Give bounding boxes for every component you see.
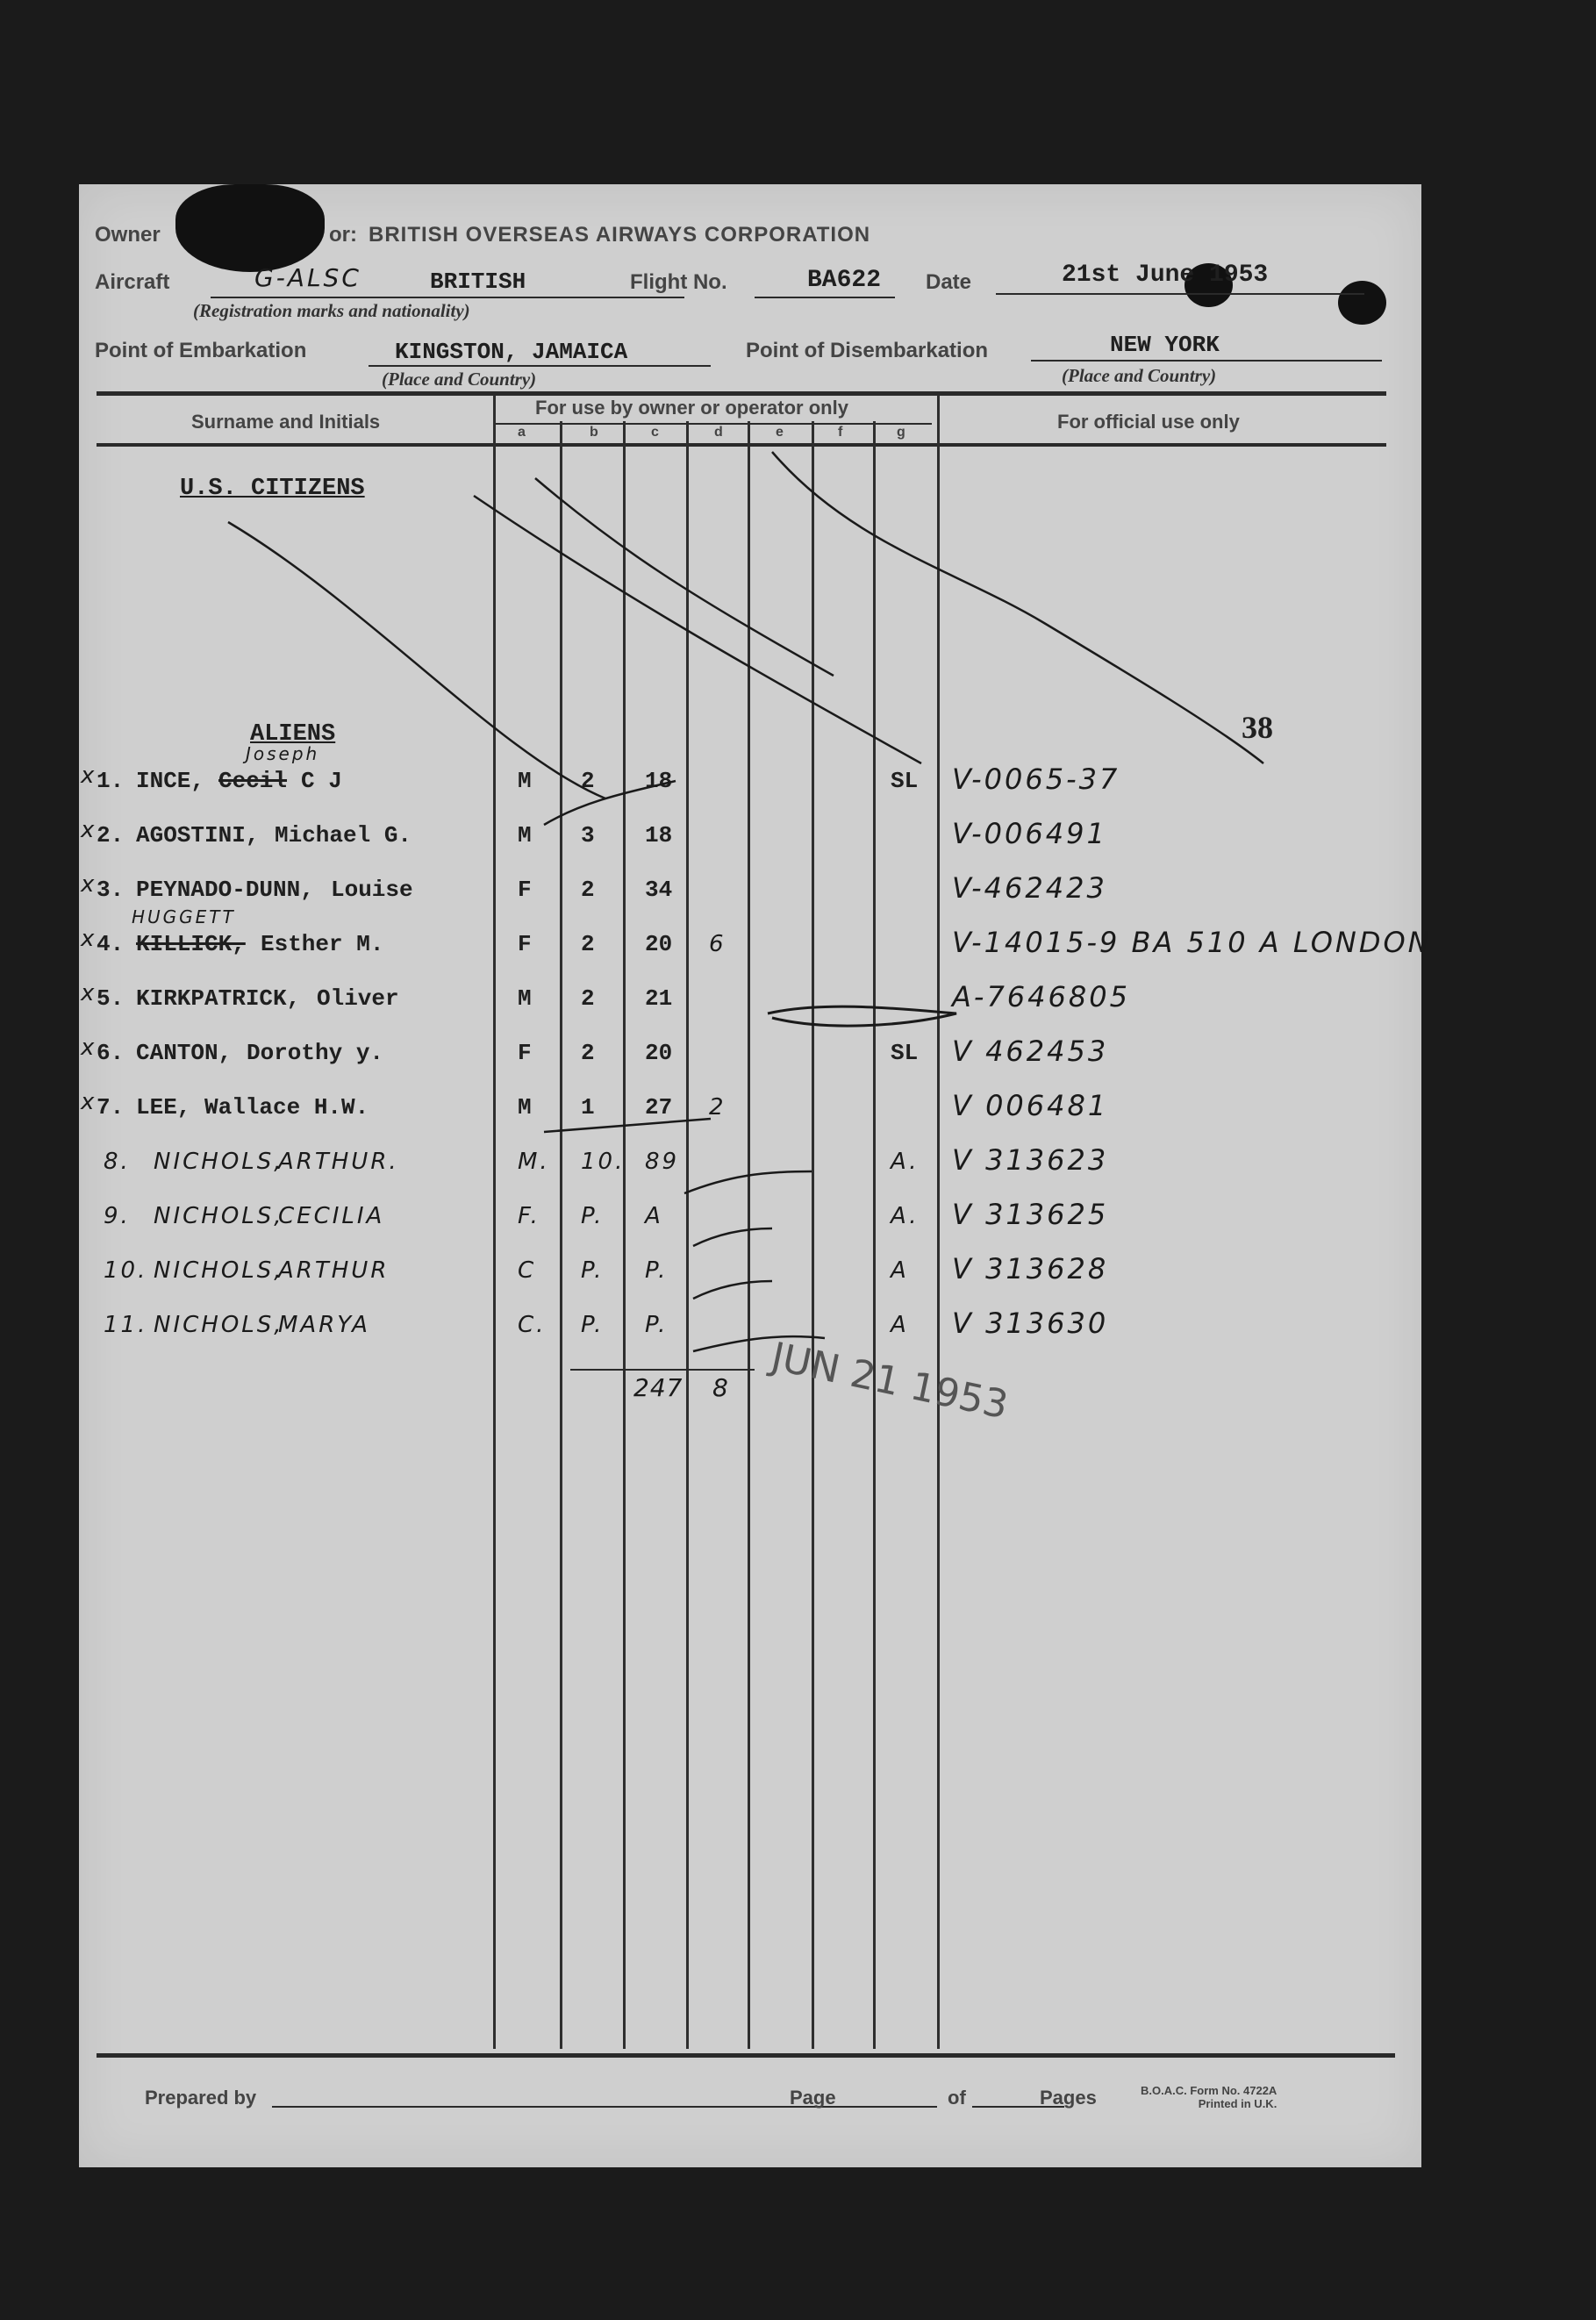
passenger-given-names: Wallace H.W. xyxy=(204,1094,369,1121)
passenger-surname: NICHOLS, xyxy=(154,1257,284,1284)
official-number: V-462423 xyxy=(952,871,1107,905)
official-number: V 313623 xyxy=(952,1143,1109,1177)
passenger-given-names: Esther M. xyxy=(261,931,384,957)
passenger-surname: CANTON, xyxy=(136,1040,233,1066)
passenger-given-names: Michael G. xyxy=(275,822,412,849)
passenger-surname: AGOSTINI, xyxy=(136,822,260,849)
col-c-header: c xyxy=(651,425,659,440)
passenger-given-names: Dorothy y. xyxy=(247,1040,384,1066)
flight-label: Flight No. xyxy=(630,270,727,294)
col-g-value: SL xyxy=(891,768,919,794)
embarkation-place: KINGSTON, JAMAICA xyxy=(395,339,628,365)
official-number: V-14015-9 BA 510 A LONDON xyxy=(952,926,1432,959)
col-c-value: 20 xyxy=(645,931,673,957)
col-a-sex: M xyxy=(518,768,532,794)
col-c-value: 89 xyxy=(645,1149,680,1175)
col-a-sex: C xyxy=(518,1257,537,1284)
col-b-value: 2 xyxy=(581,931,595,957)
aliens-heading: ALIENS xyxy=(250,721,336,748)
passenger-surname: KIRKPATRICK, xyxy=(136,985,301,1012)
row-check-mark: x xyxy=(81,763,97,789)
official-number: V 006481 xyxy=(952,1089,1109,1122)
date-stamp: JUN 21 1953 xyxy=(767,1334,1013,1429)
col-b-value: P. xyxy=(581,1203,605,1229)
passenger-given-names: Oliver xyxy=(317,985,399,1012)
disembarkation-place: NEW YORK xyxy=(1110,332,1220,358)
col-a-sex: C. xyxy=(518,1312,547,1338)
passenger-surname: NICHOLS, xyxy=(154,1312,284,1338)
row-check-mark: x xyxy=(81,817,97,843)
official-number: V 313625 xyxy=(952,1198,1109,1231)
aircraft-registration: G-ALSC xyxy=(254,263,361,292)
passenger-given-names: Louise xyxy=(331,877,413,903)
passenger-surname: PEYNADO-DUNN, xyxy=(136,877,314,903)
official-number: V-0065-37 xyxy=(952,763,1120,796)
passenger-given-names: C J xyxy=(301,768,342,794)
row-number: 10. xyxy=(104,1257,148,1284)
col-c-value: 18 xyxy=(645,822,673,849)
col-g-value: A. xyxy=(891,1203,920,1229)
flight-date: 21st June 1953 xyxy=(1062,261,1269,289)
row-check-mark: x xyxy=(81,1089,97,1115)
surname-column-header: Surname and Initials xyxy=(191,411,381,433)
col-d-value: 2 xyxy=(709,1094,726,1121)
col-a-sex: M xyxy=(518,985,532,1012)
official-number: V 313630 xyxy=(952,1307,1109,1340)
col-b-value: 2 xyxy=(581,768,595,794)
col-b-header: b xyxy=(590,425,598,440)
passenger-surname: LEE, xyxy=(136,1094,191,1121)
col-c-value: 27 xyxy=(645,1094,673,1121)
form-number: B.O.A.C. Form No. 4722A Printed in U.K. xyxy=(1141,2084,1278,2110)
inserted-name: HUGGETT xyxy=(132,906,236,927)
row-check-mark: x xyxy=(81,1035,97,1061)
col-e-header: e xyxy=(776,425,784,440)
passenger-surname: NICHOLS, xyxy=(154,1149,284,1175)
prepared-by-label: Prepared by xyxy=(145,2087,257,2109)
official-number: V-006491 xyxy=(952,817,1107,850)
col-a-sex: F xyxy=(518,1040,532,1066)
passenger-given-names: CECILIA xyxy=(278,1203,385,1229)
total-d: 8 xyxy=(712,1373,731,1402)
us-citizens-heading: U.S. CITIZENS xyxy=(180,476,365,502)
col-a-sex: F xyxy=(518,877,532,903)
col-d-value: 6 xyxy=(709,931,726,957)
struck-name: KILLICK, xyxy=(136,931,246,957)
embarkation-label: Point of Embarkation xyxy=(95,339,307,362)
operator-use-header: For use by owner or operator only xyxy=(535,397,848,419)
passenger-given-names: ARTHUR. xyxy=(278,1149,399,1175)
manifest-sheet xyxy=(79,184,1432,2167)
col-b-value: 2 xyxy=(581,985,595,1012)
disembarkation-note: (Place and Country) xyxy=(1062,365,1217,386)
official-number: A-7646805 xyxy=(952,980,1130,1013)
operator-suffix: or: xyxy=(329,223,357,247)
col-f-header: f xyxy=(838,425,843,440)
registration-note: (Registration marks and nationality) xyxy=(193,300,470,321)
pen-strokes xyxy=(79,184,1421,2167)
passenger-given-names: ARTHUR xyxy=(278,1257,390,1284)
page-label: Page xyxy=(790,2087,836,2109)
col-c-value: 21 xyxy=(645,985,673,1012)
col-g-value: A xyxy=(891,1257,909,1284)
row-number: 4. xyxy=(97,931,125,957)
col-b-value: 2 xyxy=(581,877,595,903)
col-b-value: 2 xyxy=(581,1040,595,1066)
aircraft-label: Aircraft xyxy=(95,270,170,294)
total-c: 247 xyxy=(633,1373,683,1402)
row-number: 2. xyxy=(97,822,125,849)
date-label: Date xyxy=(926,270,972,294)
official-number: V 462453 xyxy=(952,1035,1109,1068)
col-c-value: P. xyxy=(645,1257,669,1284)
flight-number: BA622 xyxy=(807,267,882,294)
col-a-sex: F. xyxy=(518,1203,540,1229)
col-c-value: A xyxy=(645,1203,663,1229)
col-g-header: g xyxy=(897,425,905,440)
col-g-value: SL xyxy=(891,1040,919,1066)
col-b-value: P. xyxy=(581,1257,605,1284)
owner-label: Owner xyxy=(95,223,161,247)
of-label: of xyxy=(948,2087,966,2109)
col-b-value: 10. xyxy=(581,1149,626,1175)
operator-name: BRITISH OVERSEAS AIRWAYS CORPORATION xyxy=(369,223,871,247)
row-check-mark: x xyxy=(81,980,97,1006)
row-number: 5. xyxy=(97,985,125,1012)
col-c-value: 18 xyxy=(645,768,673,794)
row-check-mark: x xyxy=(81,926,97,952)
row-number: 9. xyxy=(104,1203,131,1229)
row-check-mark: x xyxy=(81,871,97,898)
disembarkation-label: Point of Disembarkation xyxy=(746,339,989,362)
aircraft-nationality: BRITISH xyxy=(430,269,526,295)
page-count: 38 xyxy=(1242,710,1273,745)
col-c-value: P. xyxy=(645,1312,669,1338)
col-g-value: A. xyxy=(891,1149,920,1175)
row-number: 1. xyxy=(97,768,125,794)
embarkation-note: (Place and Country) xyxy=(382,369,537,390)
official-number: V 313628 xyxy=(952,1252,1109,1285)
row-number: 11. xyxy=(104,1312,148,1338)
col-b-value: P. xyxy=(581,1312,605,1338)
row-number: 8. xyxy=(104,1149,131,1175)
row-number: 6. xyxy=(97,1040,125,1066)
col-d-header: d xyxy=(714,425,723,440)
official-use-header: For official use only xyxy=(1057,411,1240,433)
col-c-value: 34 xyxy=(645,877,673,903)
struck-name: Cecil xyxy=(218,768,288,794)
pages-label: Pages xyxy=(1040,2087,1097,2109)
col-c-value: 20 xyxy=(645,1040,673,1066)
inserted-name: Joseph xyxy=(246,743,320,764)
col-a-sex: F xyxy=(518,931,532,957)
col-a-header: a xyxy=(518,425,526,440)
col-a-sex: M xyxy=(518,1094,532,1121)
col-g-value: A xyxy=(891,1312,909,1338)
col-a-sex: M. xyxy=(518,1149,550,1175)
passenger-given-names: MARYA xyxy=(278,1312,370,1338)
col-b-value: 3 xyxy=(581,822,595,849)
row-number: 3. xyxy=(97,877,125,903)
col-a-sex: M xyxy=(518,822,532,849)
passenger-surname: NICHOLS, xyxy=(154,1203,284,1229)
row-number: 7. xyxy=(97,1094,125,1121)
passenger-surname: INCE, xyxy=(136,768,205,794)
col-b-value: 1 xyxy=(581,1094,595,1121)
